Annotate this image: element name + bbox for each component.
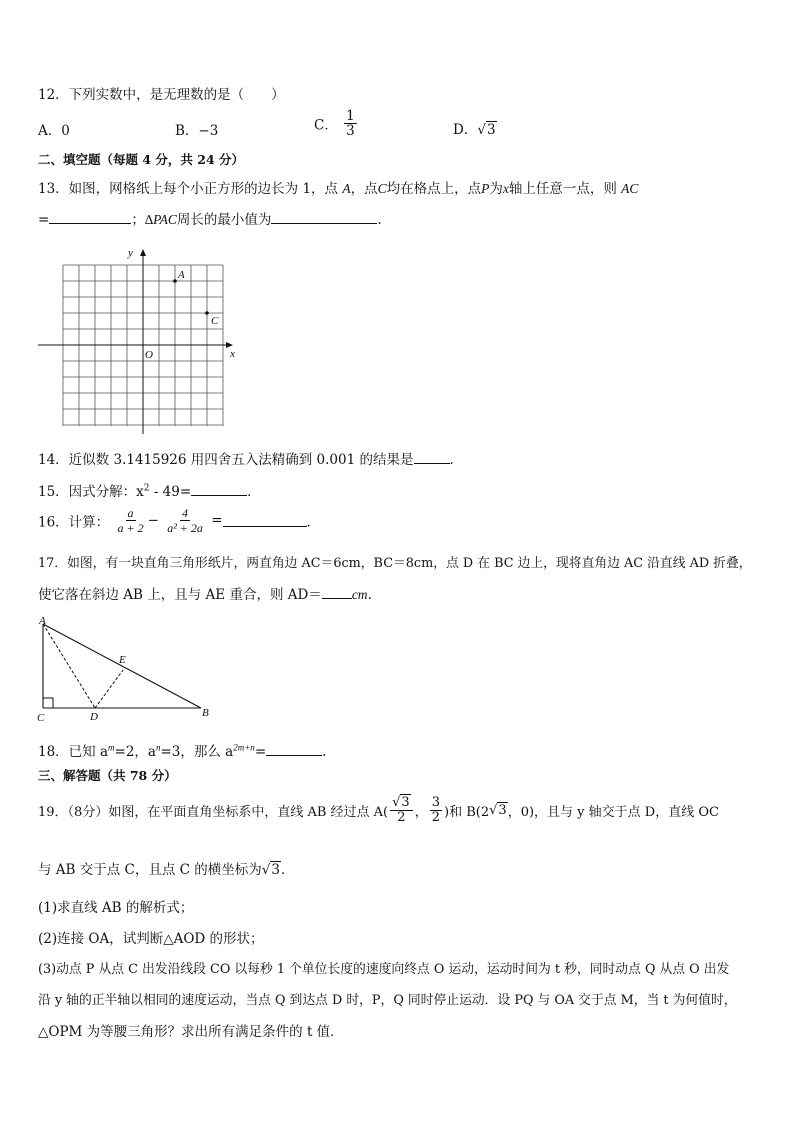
q14: 14．近似数 3.1415926 用四舍五入法精确到 0.001 的结果是 ． xyxy=(38,452,463,468)
vertex-c-label: C xyxy=(37,712,45,724)
section-3-title: 三、解答题（共 78 分） xyxy=(38,768,177,783)
q16: 16．计算： $\frac{a}{a + 2}$ − $\frac{4}{\text{a² + 2a}}$ = ． xyxy=(38,506,321,535)
right-angle-mark xyxy=(43,698,53,708)
fold-line-ad xyxy=(43,624,95,708)
q13-answer-blank-2 xyxy=(271,211,377,224)
origin-label: O xyxy=(145,349,153,361)
q19-line-2: 与 AB 交于点 C，且点 C 的横坐标为√3． xyxy=(38,862,295,878)
q12-option-d: D．√3 xyxy=(453,122,496,138)
q19-part-1: (1)求直线 AB 的解析式； xyxy=(38,900,194,916)
point-c-label: C xyxy=(211,315,219,327)
q13-line-1: 13．如图，网格纸上每个小正方形的边长为 1，点 A，点C均在格点上，点P为x轴上任意一点，则 AC xyxy=(38,181,639,197)
point-d-label: D xyxy=(90,711,98,723)
x-axis-label: x xyxy=(230,348,235,360)
triangle-figure xyxy=(34,612,224,724)
coordinate-grid-figure xyxy=(36,244,246,436)
point-e-label: E xyxy=(119,654,126,666)
q18-answer-blank xyxy=(266,743,322,756)
q17-answer-blank xyxy=(322,586,352,599)
q12-option-a: A．0 xyxy=(38,123,70,139)
q17-line-2: 使它落在斜边 AB 上，且与 AE 重合，则 AD＝ cm. xyxy=(38,587,372,603)
q14-answer-blank xyxy=(414,451,450,464)
segment-de xyxy=(95,670,123,708)
vertex-a-label: A xyxy=(39,615,46,627)
q18: 18．已知 $a^m=2$，$a^n=3$，那么 $a^{2m+n}=$ . xyxy=(38,742,327,760)
q17-line-1: 17．如图，有一块直角三角形纸片，两直角边 AC＝6cm，BC＝8cm，点 D 在 BC 边上，现将直角边 AC 沿直线 AD 折叠， xyxy=(38,556,752,571)
q16-answer-blank xyxy=(223,514,307,527)
point-a-label: A xyxy=(178,269,185,281)
q19-part-2: (2)连接 OA，试判断△AOD 的形状； xyxy=(38,931,264,947)
q13-answer-blank-1 xyxy=(49,211,131,224)
q19-part-3-line-2: 沿 y 轴的正半轴以相同的速度运动，当点 Q 到达点 D 时，P，Q 同时停止运动．设 PQ 与 OA 交于点 M，当 t 为何值时， xyxy=(38,993,737,1008)
y-axis-arrow xyxy=(140,249,146,256)
vertex-b-label: B xyxy=(202,707,209,719)
q13-line-2: = ；∆PAC周长的最小值为 . xyxy=(38,212,382,228)
section-2-title: 二、填空题（每题 4 分，共 24 分） xyxy=(38,152,245,167)
y-axis-label: y xyxy=(128,247,133,259)
q19-part-3-line-1: (3)动点 P 从点 C 出发沿线段 CO 以每秒 1 个单位长度的速度向终点 O 运动，运动时间为 t 秒，同时动点 Q 从点 O 出发 xyxy=(38,962,730,977)
side-ab xyxy=(43,624,201,708)
point-c xyxy=(205,311,209,315)
q12-option-c: C． $\frac{1}{3}$ xyxy=(314,108,355,139)
q19-part-3-line-3: △OPM 为等腰三角形？求出所有满足条件的 t 值． xyxy=(38,1024,344,1040)
q12-option-b: B．−3 xyxy=(175,123,219,139)
q12-stem: 12．下列实数中，是无理数的是（ ） xyxy=(38,87,285,103)
point-a xyxy=(173,279,177,283)
q15: 15．因式分解：$x^2 - 49=$ ． xyxy=(38,483,261,500)
q19-line-1: 19．（8分）如图，在平面直角坐标系中，直线 AB 经过点 A( $\frac{√3}{2}$ ， $\frac{3}{2}$ )和 B(2√3，0)，且与 y 轴交于点 D，直线 OC xyxy=(38,795,719,825)
q15-answer-blank xyxy=(191,483,247,496)
